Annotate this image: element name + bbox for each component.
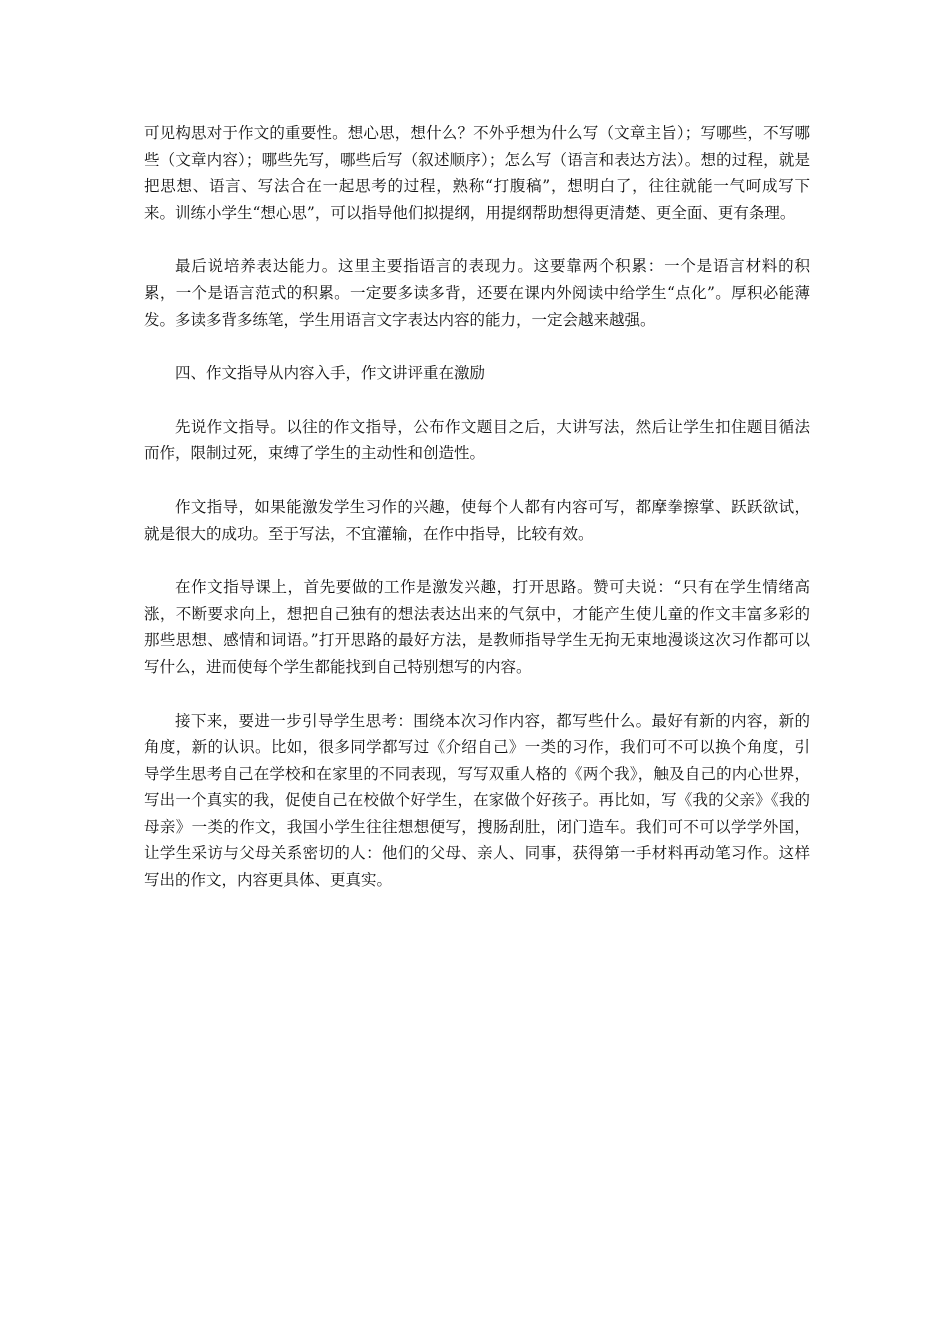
paragraph-7: 接下来，要进一步引导学生思考：围绕本次习作内容，都写些什么。最好有新的内容，新的角度，新的认识。比如，很多同学都写过《介绍自己》一类的习作，我们可不可以换个角度，引导学生思考自己在学校和在家里的不同表现，写写双重人格的《两个我》，触及自己的内心世界，写出一个真实的我，促使自己在校做个好学生，在家做个好孩子。再比如，写《我的父亲》《我的母亲》一类的作文，我国小学生往往想想便写，搜肠刮肚，闭门造车。我们可不可以学学外国，让学生采访与父母关系密切的人：他们的父母、亲人、同事，获得第一手材料再动笔习作。这样写出的作文，内容更具体、更真实。 — [144, 711, 810, 890]
paragraph-6: 在作文指导课上，首先要做的工作是激发兴趣，打开思路。赞可夫说：“只有在学生情绪高涨，不断要求向上，想把自己独有的想法表达出来的气氛中，才能产生使儿童的作文丰富多彩的那些思想、感情和词语。”打开思路的最好方法，是教师指导学生无拘无束地漫谈这次习作都可以写什么，进而使每个学生都能找到自己特别想写的内容。 — [144, 578, 810, 676]
paragraph-4: 先说作文指导。以往的作文指导，公布作文题目之后，大讲写法，然后让学生扣住题目循法而作，限制过死，束缚了学生的主动性和创造性。 — [144, 417, 810, 463]
paragraph-2: 最后说培养表达能力。这里主要指语言的表现力。这要靠两个积累：一个是语言材料的积累，一个是语言范式的积累。一定要多读多背，还要在课内外阅读中给学生“点化”。厚积必能薄发。多读多背多练笔，学生用语言文字表达内容的能力，一定会越来越强。 — [144, 257, 810, 329]
document-page — [144, 120, 810, 921]
paragraph-5: 作文指导，如果能激发学生习作的兴趣，使每个人都有内容可写，都摩拳擦掌、跃跃欲试，就是很大的成功。至于写法，不宜灌输，在作中指导，比较有效。 — [144, 497, 810, 543]
section-heading: 四、作文指导从内容入手，作文讲评重在激励 — [175, 364, 486, 383]
paragraph-1: 可见构思对于作文的重要性。想心思，想什么？不外乎想为什么写（文章主旨）；写哪些，不写哪些（文章内容）；哪些先写，哪些后写（叙述顺序）；怎么写（语言和表达方法）。想的过程，就是把思想、语言、写法合在一起思考的过程，熟称“打腹稿”，想明白了，往往就能一气呵成写下来。训练小学生“想心思”，可以指导他们拟提纲，用提纲帮助想得更清楚、更全面、更有条理。 — [144, 124, 810, 222]
